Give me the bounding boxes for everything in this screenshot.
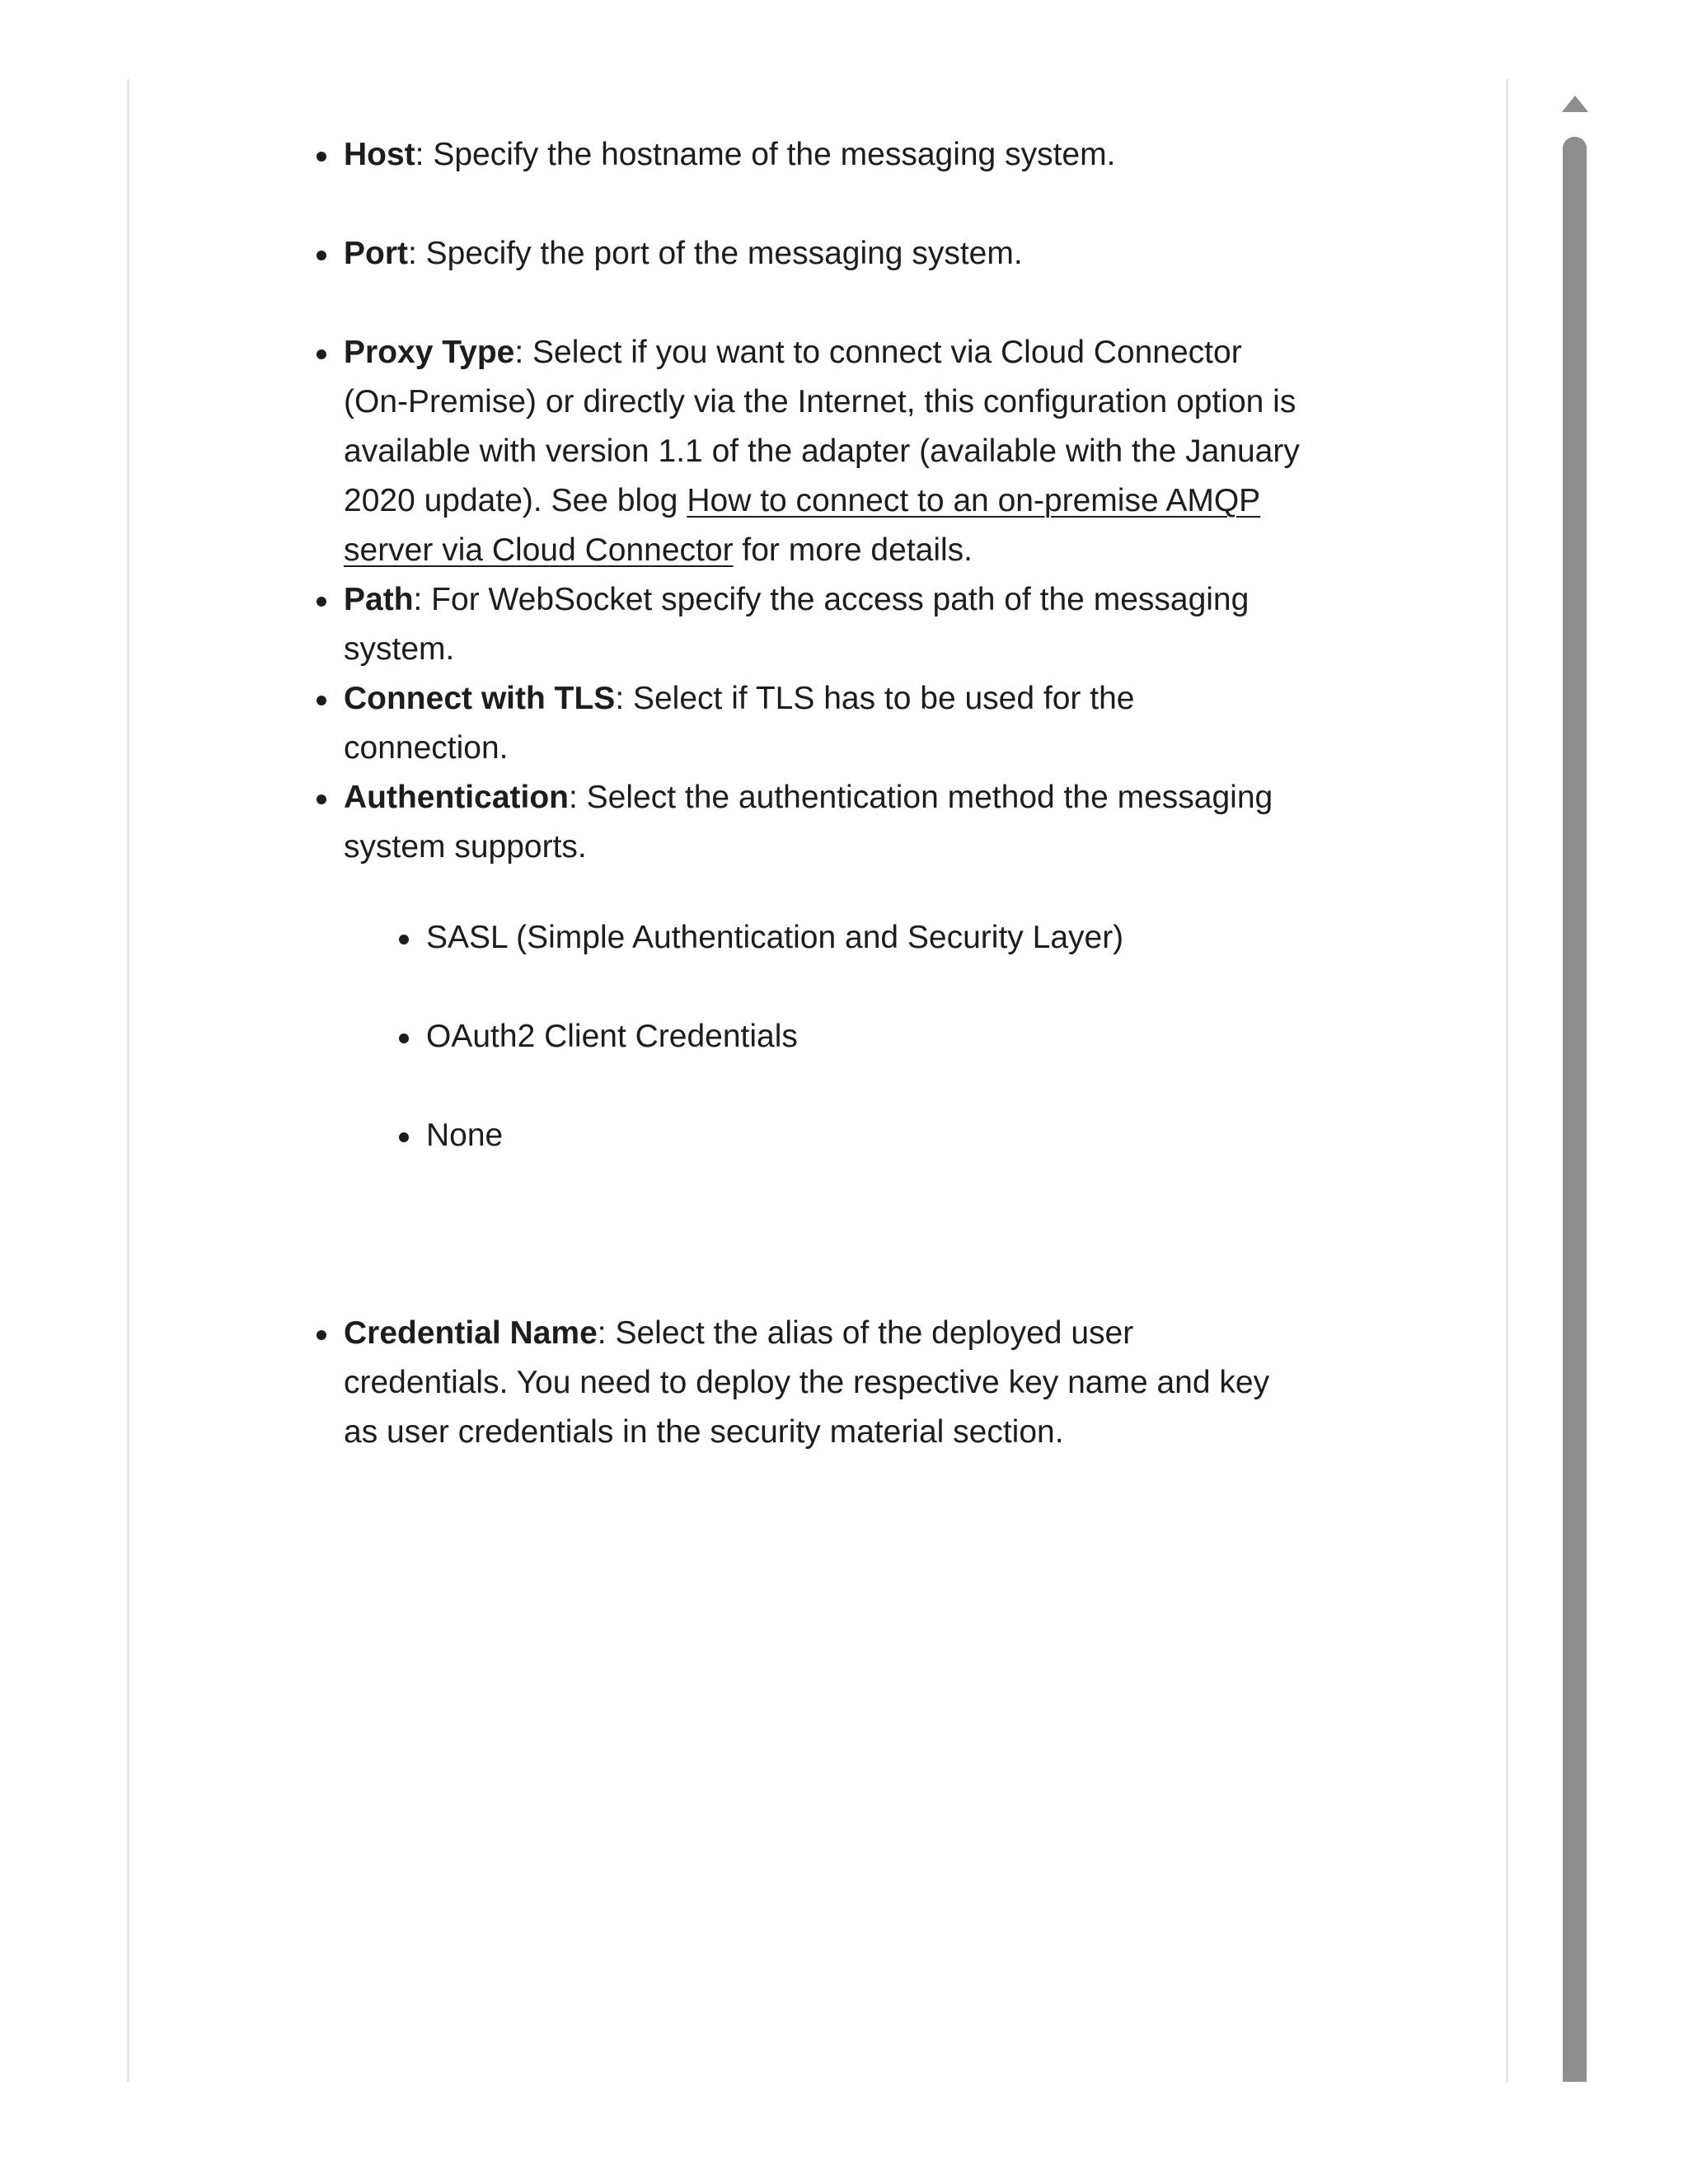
param-description: : Select the authentication method the messaging system supports. — [344, 780, 1273, 865]
list-item-connect-with-tls — [344, 674, 1300, 773]
list-item-port — [344, 229, 1300, 279]
list-item-authentication — [344, 773, 1300, 1153]
param-description: : Select if you want to connect via Cloud Connector (On-Premise) or directly via the Internet, this configuration option is available with version 1.1 of the adapter (available with the January 2020 update). See blog — [344, 335, 1300, 518]
param-term: Credential Name — [344, 1315, 598, 1351]
scroll-up-arrow-icon[interactable] — [1562, 96, 1588, 112]
document-frame — [127, 79, 1508, 2082]
param-description: : Specify the hostname of the messaging system. — [415, 137, 1116, 172]
param-term: Authentication — [344, 780, 569, 815]
vertical-scrollbar[interactable] — [1556, 79, 1594, 2082]
list-item-path — [344, 575, 1300, 674]
param-description: : Specify the port of the messaging system. — [408, 236, 1023, 271]
param-term: Connect with TLS — [344, 681, 616, 716]
auth-option-sasl: SASL (Simple Authentication and Security Layer) — [426, 913, 1123, 963]
auth-option-none: None — [426, 1111, 503, 1160]
auth-option-oauth2: OAuth2 Client Credentials — [426, 1012, 798, 1062]
param-term: Proxy Type — [344, 335, 515, 370]
param-description-suffix: for more details. — [733, 532, 973, 568]
list-item-credential-name — [344, 1309, 1300, 1457]
list-item-host — [344, 130, 1300, 180]
document-content — [129, 79, 1506, 2082]
param-term: Port — [344, 236, 408, 271]
param-term: Path — [344, 582, 414, 617]
blog-link[interactable]: How to connect to an on-premise AMQP server via Cloud Connector — [344, 483, 1261, 568]
param-description: : Select the alias of the deployed user credentials. You need to deploy the respective key name and key as user credentials in the security material section. — [344, 1315, 1270, 1450]
list-item-proxy-type — [344, 328, 1300, 575]
param-description: : For WebSocket specify the access path of the messaging system. — [344, 582, 1250, 667]
param-term: Host — [344, 137, 415, 172]
param-description: : Select if TLS has to be used for the connection. — [344, 681, 1135, 766]
scrollbar-thumb[interactable] — [1563, 137, 1587, 2082]
